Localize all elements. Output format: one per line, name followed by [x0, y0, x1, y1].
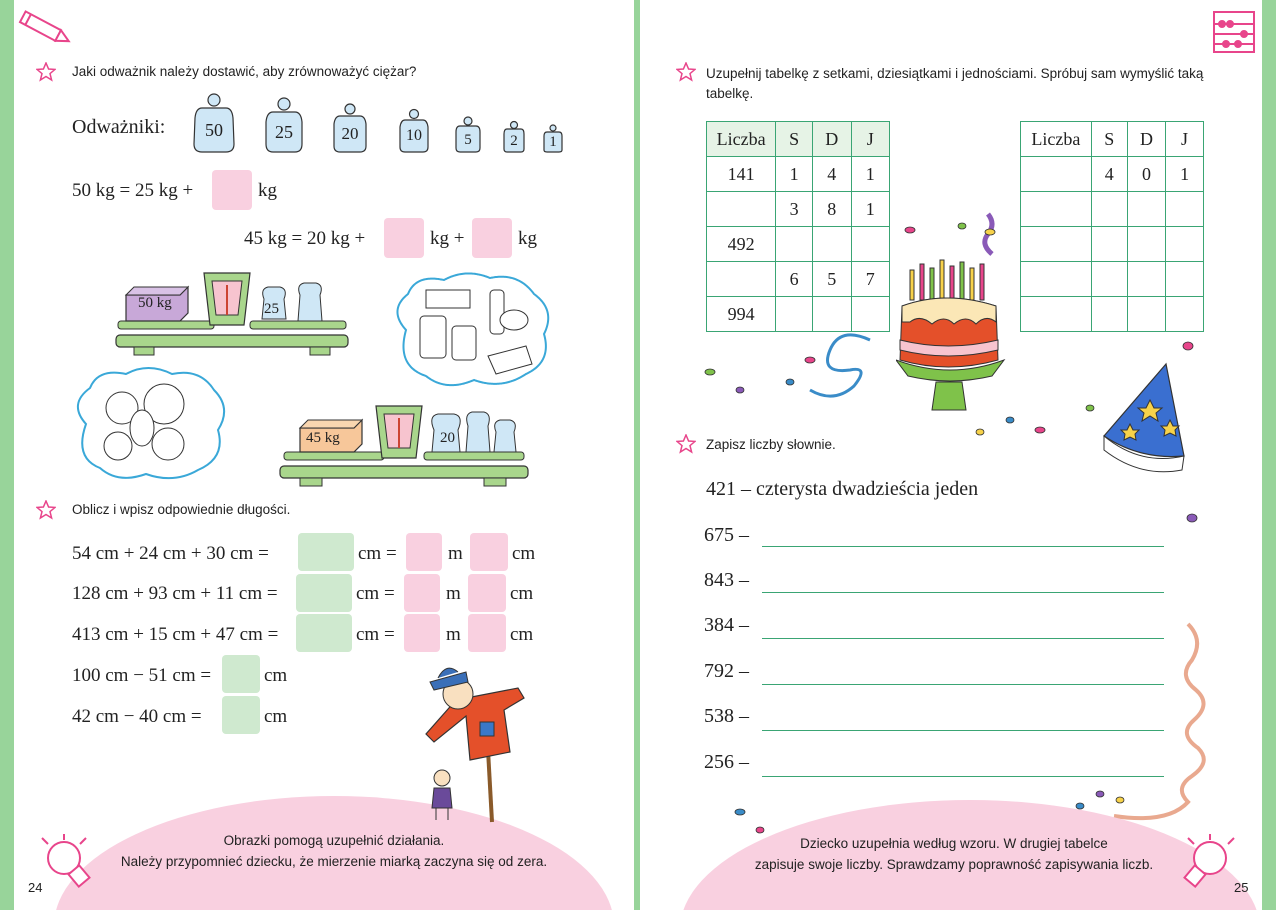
weight-icon: [502, 120, 526, 154]
unit-label: m: [446, 624, 461, 645]
table-header: J: [1166, 122, 1204, 157]
number-label: 538 –: [704, 705, 749, 727]
right-page: [640, 0, 1262, 910]
unit-label: cm: [512, 543, 536, 564]
note-line: zapisuje swoje liczby. Sprawdzamy poprawność zapisywania liczb.: [754, 857, 1154, 872]
table-header-row: [1021, 122, 1204, 157]
answer-box[interactable]: [468, 574, 506, 612]
weight-icon: [332, 102, 368, 154]
answer-box[interactable]: [468, 614, 506, 652]
star-icon: [676, 62, 696, 82]
table-cell[interactable]: 8: [812, 192, 851, 227]
groceries-cloud-illustration: [386, 270, 556, 390]
pencil-icon: [14, 8, 76, 48]
answer-box[interactable]: [212, 170, 252, 210]
unit-label: m: [448, 543, 463, 564]
length-expression: 413 cm + 15 cm + 47 cm =: [72, 624, 279, 645]
table-cell[interactable]: 6: [776, 262, 813, 297]
task-instruction: Jaki odważnik należy dostawić, aby zrównoważyć ciężar?: [72, 64, 417, 79]
table-header: Liczba: [707, 122, 776, 157]
weight-label: 10: [406, 127, 422, 144]
unit-label: cm: [510, 624, 534, 645]
table-cell[interactable]: 0: [1127, 157, 1165, 192]
box-label: 45 kg: [306, 430, 340, 446]
answer-box[interactable]: [406, 533, 442, 571]
table-header: D: [1127, 122, 1165, 157]
scale-illustration: [114, 265, 354, 360]
unit-label: kg +: [430, 228, 465, 249]
table-cell[interactable]: 4: [1091, 157, 1127, 192]
instruction-line: Uzupełnij tabelkę z setkami, dziesiątkami i jednościami. Spróbuj sam wymyślić taką: [706, 66, 1204, 81]
equation-1: 50 kg = 25 kg +: [72, 180, 194, 201]
weight-label: 2: [510, 133, 518, 149]
answer-box[interactable]: [296, 614, 352, 652]
table-header: S: [1091, 122, 1127, 157]
task-instruction: [706, 64, 1203, 104]
writing-line[interactable]: [762, 776, 1164, 777]
unit-label: m: [446, 583, 461, 604]
unit-label: kg: [518, 228, 537, 249]
star-icon: [676, 434, 696, 454]
example-text: 421 – czterysta dwadzieścia jeden: [706, 478, 979, 500]
writing-line[interactable]: [762, 638, 1164, 639]
table-cell[interactable]: 1: [851, 157, 889, 192]
scale-illustration: [278, 402, 532, 494]
length-expression: 54 cm + 24 cm + 30 cm =: [72, 543, 269, 564]
box-label: 50 kg: [138, 295, 172, 311]
table-cell[interactable]: 492: [707, 227, 776, 262]
table-cell[interactable]: 5: [812, 262, 851, 297]
unit-label: cm: [510, 583, 534, 604]
answer-box[interactable]: [296, 574, 352, 612]
weight-icon: [264, 96, 304, 154]
unit-label: cm =: [356, 583, 395, 604]
note-text: [724, 833, 1184, 875]
writing-line[interactable]: [762, 684, 1164, 685]
weights-label: Odważniki:: [72, 116, 166, 138]
writing-line[interactable]: [762, 592, 1164, 593]
fruits-cloud-illustration: [68, 364, 228, 484]
writing-line[interactable]: [762, 730, 1164, 731]
weight-icon: [542, 124, 564, 154]
lightbulb-icon: [1178, 834, 1238, 896]
table-cell[interactable]: 4: [812, 157, 851, 192]
weight-label: 20: [341, 124, 359, 143]
task-instruction: Zapisz liczby słownie.: [706, 437, 836, 452]
note-line: Obrazki pomogą uzupełnić działania.: [223, 833, 445, 848]
unit-label: cm: [264, 706, 288, 727]
table-cell[interactable]: 1: [1166, 157, 1204, 192]
answer-box[interactable]: [298, 533, 354, 571]
answer-box[interactable]: [472, 218, 512, 258]
abacus-icon: [1210, 8, 1258, 56]
length-expression: 128 cm + 93 cm + 11 cm =: [72, 583, 278, 604]
weight-label: 25: [264, 301, 279, 317]
unit-label: kg: [258, 180, 277, 201]
number-label: 843 –: [704, 569, 749, 591]
table-row: [707, 157, 890, 192]
answer-box[interactable]: [404, 574, 440, 612]
table-cell[interactable]: 1: [776, 157, 813, 192]
writing-line[interactable]: [762, 546, 1164, 547]
answer-box[interactable]: [404, 614, 440, 652]
table-header: S: [776, 122, 813, 157]
weight-icon: [192, 92, 236, 154]
number-label: 384 –: [704, 614, 749, 636]
equation-2: 45 kg = 20 kg +: [244, 228, 366, 249]
weight-label: 25: [275, 122, 293, 142]
scarecrow-illustration: [408, 660, 538, 830]
number-label: 675 –: [704, 524, 749, 546]
table-cell[interactable]: 7: [851, 262, 889, 297]
table-cell[interactable]: 994: [707, 297, 776, 332]
weight-icon: [398, 108, 430, 154]
left-page: [14, 0, 634, 910]
weight-label: 5: [464, 132, 472, 148]
unit-label: cm =: [358, 543, 397, 564]
note-line: Należy przypomnieć dziecku, że mierzenie miarką zaczyna się od zera.: [120, 854, 548, 869]
table-header: J: [851, 122, 889, 157]
ribbon-illustration: [1108, 620, 1218, 826]
table-cell[interactable]: [1021, 157, 1092, 192]
table-header: Liczba: [1021, 122, 1092, 157]
table-cell[interactable]: 3: [776, 192, 813, 227]
length-expression: 42 cm − 40 cm =: [72, 706, 202, 727]
number-label: 792 –: [704, 660, 749, 682]
answer-box[interactable]: [470, 533, 508, 571]
number-label: 256 –: [704, 751, 749, 773]
answer-box[interactable]: [222, 655, 260, 693]
note-text: [74, 830, 594, 872]
table-cell[interactable]: 1: [851, 192, 889, 227]
note-line: Dziecko uzupełnia według wzoru. W drugiej tabelce: [800, 836, 1108, 851]
unit-label: cm =: [356, 624, 395, 645]
weight-icon: [454, 116, 482, 154]
table-cell[interactable]: 141: [707, 157, 776, 192]
weight-label: 1: [549, 134, 557, 150]
table-header: D: [812, 122, 851, 157]
star-icon: [36, 500, 56, 520]
task-instruction: Oblicz i wpisz odpowiednie długości.: [72, 502, 291, 517]
answer-box[interactable]: [384, 218, 424, 258]
unit-label: cm: [264, 665, 288, 686]
page-number: 25: [1234, 880, 1249, 895]
page-number: 24: [28, 880, 43, 895]
length-expression: 100 cm − 51 cm =: [72, 665, 212, 686]
star-icon: [36, 62, 56, 82]
table-header-row: [707, 122, 890, 157]
table-row: [1021, 157, 1204, 192]
weight-label: 50: [205, 120, 223, 140]
answer-box[interactable]: [222, 696, 260, 734]
instruction-line: tabelkę.: [706, 86, 754, 101]
weight-label: 20: [440, 430, 455, 446]
